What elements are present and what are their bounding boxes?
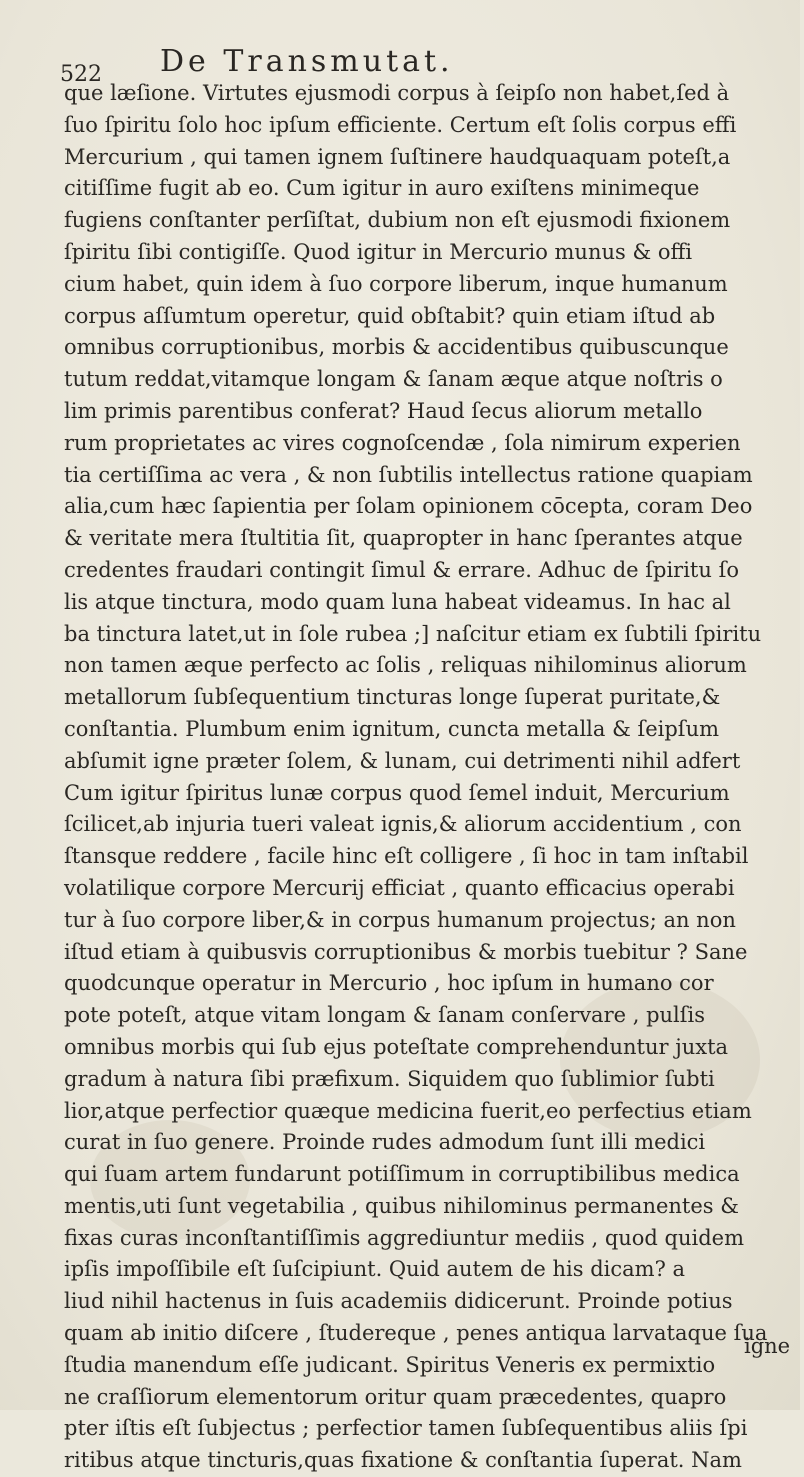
text-line: fugiens conſtanter perſiſtat, dubium non eſt ejusmodi fixionem <box>64 208 731 233</box>
text-line: rum proprietates ac vires cognoſcendæ , ſola nimirum experien <box>64 430 741 455</box>
text-line: mentis,uti ſunt vegetabilia , quibus nihilominus permanentes & <box>64 1193 739 1218</box>
text-line: fixas curas inconſtantiſſimis aggrediuntur mediis , quod quidem <box>64 1225 745 1250</box>
body-text <box>64 78 804 1477</box>
page-header <box>60 44 760 87</box>
text-line: non tamen æque perfecto ac ſolis , reliquas nihilominus aliorum <box>64 653 747 678</box>
text-line: tur à ſuo corpore liber,& in corpus humanum projectus; an non <box>64 907 736 932</box>
text-line: Cum igitur ſpiritus lunæ corpus quod ſemel induit, Mercurium <box>64 780 730 805</box>
text-line: ſtansque reddere , facile hinc eſt colligere , ſi hoc in tam inſtabil <box>64 844 749 869</box>
text-line: gradum à natura ſibi præfixum. Siquidem quo ſublimior ſubti <box>64 1066 715 1091</box>
text-line: qui ſuam artem fundarunt potiſſimum in corruptibilibus medica <box>64 1162 740 1187</box>
text-line: abſumit igne præter ſolem, & lunam, cui detrimenti nihil adfert <box>64 748 741 773</box>
text-line: quam ab initio diſcere , ſtudereque , penes antiqua larvataque ſua <box>64 1321 768 1346</box>
text-line: omnibus corruptionibus, morbis & accidentibus quibuscunque <box>64 335 729 360</box>
text-line: pter iſtis eſt ſubjectus ; perfectior tamen ſubſequentibus aliis ſpi <box>64 1416 748 1441</box>
text-line: tutum reddat,vitamque longam & ſanam æque atque noſtris o <box>64 367 723 392</box>
text-line: ſuo ſpiritu ſolo hoc ipſum efficiente. Certum eſt ſolis corpus effi <box>64 112 737 137</box>
text-line: pote poteſt, atque vitam longam & ſanam conſervare , pulſis <box>64 1003 706 1028</box>
text-line: ſpiritu ſibi contigiſſe. Quod igitur in Mercurio munus & offi <box>64 239 693 264</box>
text-line: alia,cum hæc ſapientia per ſolam opinionem cōcepta, coram Deo <box>64 494 753 519</box>
text-line: conſtantia. Plumbum enim ignitum, cuncta metalla & ſeipſum <box>64 716 720 741</box>
text-line: quodcunque operatur in Mercurio , hoc ipſum in humano cor <box>64 971 714 996</box>
page-number: 522 <box>60 62 102 87</box>
text-line: ipſis impoſſibile eſt ſuſcipiunt. Quid autem de his dicam? a <box>64 1257 686 1282</box>
text-line: & veritate mera ſtultitia ſit, quapropter in hanc ſperantes atque <box>64 526 743 551</box>
text-line: tia certiſſima ac vera , & non ſubtilis intellectus ratione quapiam <box>64 462 753 487</box>
text-line: omnibus morbis qui ſub ejus poteſtate comprehenduntur juxta <box>64 1034 729 1059</box>
catchword: igne <box>744 1334 791 1358</box>
text-line: liud nihil hactenus in ſuis academiis didicerunt. Proinde potius <box>64 1289 733 1314</box>
text-line: ſcilicet,ab injuria tueri valeat ignis,& aliorum accidentium , con <box>64 812 742 837</box>
text-line: lim primis parentibus conferat? Haud ſecus aliorum metallo <box>64 398 703 423</box>
text-line: que læſione. Virtutes ejusmodi corpus à ſeipſo non habet,ſed à <box>64 81 730 105</box>
text-line: lis atque tinctura, modo quam luna habeat videamus. In hac al <box>64 589 731 614</box>
text-line: cium habet, quin idem à ſuo corpore liberum, inque humanum <box>64 271 728 296</box>
text-line: credentes fraudari contingit ſimul & errare. Adhuc de ſpiritu ſo <box>64 557 739 582</box>
text-line: ba tinctura latet,ut in ſole rubea ;] naſcitur etiam ex ſubtili ſpiritu <box>64 621 762 646</box>
text-line: corpus aſſumtum operetur, quid obſtabit? quin etiam iſtud ab <box>64 303 716 328</box>
text-line: Mercurium , qui tamen ignem ſuſtinere haudquaquam poteſt,a <box>64 144 731 169</box>
text-line: ſtudia manendum eſſe judicant. Spiritus Veneris ex permixtio <box>64 1352 716 1377</box>
text-line: metallorum ſubſequentium tincturas longe ſuperat puritate,& <box>64 685 721 710</box>
text-line: ritibus atque tincturis,quas fixatione & conſtantia ſuperat. Nam <box>64 1448 742 1473</box>
text-line: curat in ſuo genere. Proinde rudes admodum ſunt illi medici <box>64 1130 706 1155</box>
running-head: De Transmutat. <box>160 44 454 79</box>
text-line: lior,atque perfectior quæque medicina fuerit,eo perfectius etiam <box>64 1098 752 1123</box>
text-line: citiſſime fugit ab eo. Cum igitur in auro exiſtens minimeque <box>64 176 700 201</box>
text-line: iſtud etiam à quibusvis corruptionibus & morbis tuebitur ? Sane <box>64 939 748 964</box>
text-line: ne craſſiorum elementorum oritur quam præcedentes, quapro <box>64 1384 727 1409</box>
text-line: volatilique corpore Mercurij efficiat , quanto efficacius operabi <box>64 875 735 900</box>
